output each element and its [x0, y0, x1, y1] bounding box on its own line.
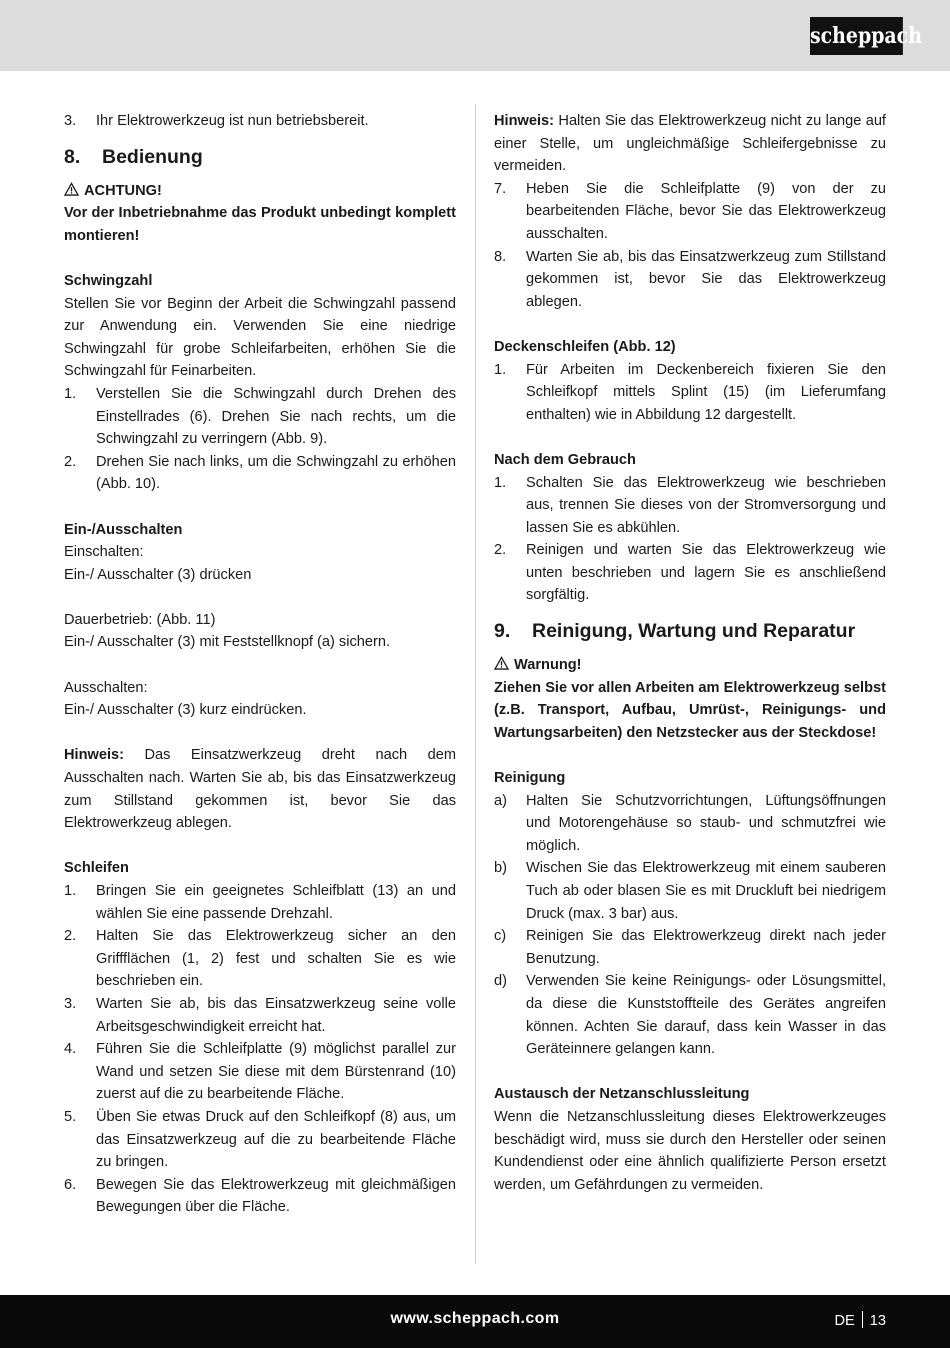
list-item — [494, 472, 886, 540]
hinweis-text: Halten Sie das Elektrowerkzeug nicht zu lange auf einer Stelle, um ungleichmäßige Schleifergebnisse zu vermeiden. — [494, 113, 886, 175]
warning-text: Ziehen Sie vor allen Arbeiten am Elektrowerkzeug selbst (z.B. Transport, Aufbau, Umrüst-, Reinigungs- und Wartungsarbeiten) den Netzstecker aus der Steckdose! — [494, 679, 886, 741]
list-item — [494, 970, 886, 1060]
einschalten-label: Einschalten: — [64, 544, 144, 561]
hinweis-label: Hinweis: — [494, 113, 555, 129]
list-item — [64, 1038, 456, 1106]
list-item — [494, 539, 886, 607]
item-number: b) — [494, 860, 507, 877]
right-column — [494, 110, 886, 1196]
page-separator — [862, 1311, 863, 1328]
ausschalten-label: Ausschalten: — [64, 679, 148, 696]
item-number: 5. — [64, 1108, 77, 1125]
warning-heading — [494, 654, 886, 677]
section-title: Bedienung — [102, 145, 203, 168]
header-bar — [0, 0, 950, 71]
item-number: 2. — [64, 453, 77, 470]
item-text: Reinigen Sie das Elektrowerkzeug direkt nach jeder Benutzung. — [526, 928, 886, 967]
item-text: Führen Sie die Schleifplatte (9) möglichst parallel zur Wand und setzen Sie diese mit dem Bürstenrand (10) zuerst auf die zu bearbeitende Fläche. — [96, 1041, 456, 1103]
dauerbetrieb-text: Ein-/ Ausschalter (3) mit Feststellknopf (a) sichern. — [64, 634, 391, 651]
dauerbetrieb-label: Dauerbetrieb: (Abb. 11) — [64, 611, 216, 628]
column-divider — [475, 104, 476, 1264]
section-heading-bedienung — [64, 143, 456, 171]
paragraph-austausch: Wenn die Netzanschlussleitung dieses Elektrowerkzeuges beschädigt wird, muss sie durch den Hersteller oder seinen Kundendienst oder eine ähnlich qualifizierte Person ersetzt werden, um Gefährdungen zu vermeiden. — [494, 1108, 886, 1193]
list-item — [494, 246, 886, 314]
list-item — [494, 857, 886, 925]
item-text: Verstellen Sie die Schwingzahl durch Drehen des Einstellrades (6). Drehen Sie nach rechts, um die Schwingzahl zu verringern (Abb. 9). — [96, 385, 456, 448]
paragraph-schwingzahl: Stellen Sie vor Beginn der Arbeit die Schwingzahl passend zur Anwendung ein. Verwenden Sie eine niedrige Schwingzahl für grobe Schleifarbeiten, erhöhen Sie die Schwingzahl für Feinarbeiten. — [64, 295, 456, 380]
item-number: 1. — [494, 474, 507, 491]
list-item — [494, 790, 886, 858]
item-text: Bewegen Sie das Elektrowerkzeug mit gleichmäßigen Bewegungen über die Fläche. — [96, 1176, 456, 1216]
item-text: Bringen Sie ein geeignetes Schleifblatt (13) an und wählen Sie eine passende Drehzahl. — [96, 883, 456, 922]
list-item — [494, 178, 886, 246]
brand-logo: scheppach — [810, 17, 903, 55]
list-item — [64, 993, 456, 1038]
section-number: 9. — [494, 620, 511, 643]
item-text: Drehen Sie nach links, um die Schwingzahl zu erhöhen (Abb. 10). — [96, 453, 456, 493]
ausschalten-text: Ein-/ Ausschalter (3) kurz eindrücken. — [64, 702, 307, 719]
subheading-schwingzahl: Schwingzahl — [64, 272, 153, 289]
subheading-austausch: Austausch der Netzanschlussleitung — [494, 1086, 750, 1103]
item-number: 1. — [64, 385, 77, 402]
item-number: 3. — [64, 113, 77, 129]
list-item — [64, 1174, 456, 1219]
item-text: Ihr Elektrowerkzeug ist nun betriebsbereit. — [96, 113, 369, 129]
warning-title: Warnung! — [514, 657, 582, 674]
item-number: 4. — [64, 1041, 77, 1058]
hinweis-label: Hinweis: — [64, 747, 125, 764]
warning-triangle-icon — [494, 656, 509, 670]
section-number: 8. — [64, 145, 81, 168]
item-text: Für Arbeiten im Deckenbereich fixieren Sie den Schleifkopf mittels Splint (15) (im Lieferumfang enthalten) wie in Abbildung 12 dargestellt. — [526, 361, 886, 423]
item-number: 2. — [494, 542, 507, 559]
subheading-schleifen: Schleifen — [64, 860, 129, 877]
item-text: Üben Sie etwas Druck auf den Schleifkopf (8) aus, um das Einsatzwerkzeug auf die zu bearbeitende Fläche zu bringen. — [96, 1108, 456, 1171]
footer-bar — [0, 1295, 950, 1348]
section-heading-reinigung — [494, 617, 886, 645]
page-number: 13 — [869, 1313, 886, 1329]
item-number: 2. — [64, 928, 77, 945]
list-item — [64, 451, 456, 496]
hinweis-paragraph — [64, 744, 456, 834]
caution-title: ACHTUNG! — [84, 182, 162, 199]
item-text: Reinigen und warten Sie das Elektrowerkzeug wie unten beschrieben und lagern Sie es anschließend sorgfältig. — [526, 542, 886, 604]
left-column — [64, 110, 456, 1219]
subheading-deckenschleifen: Deckenschleifen (Abb. 12) — [494, 338, 676, 355]
item-text: Schalten Sie das Elektrowerkzeug wie beschrieben aus, trennen Sie dieses von der Stromversorgung und lassen Sie es abkühlen. — [526, 474, 886, 536]
caution-text: Vor der Inbetriebnahme das Produkt unbedingt komplett montieren! — [64, 205, 456, 244]
language-code: DE — [834, 1313, 855, 1329]
item-number: 7. — [494, 180, 507, 197]
item-number: 1. — [494, 361, 507, 378]
list-item — [64, 110, 456, 133]
section-title: Reinigung, Wartung und Reparatur — [532, 620, 856, 643]
item-number: 6. — [64, 1176, 77, 1193]
list-item — [64, 925, 456, 993]
item-number: a) — [494, 792, 507, 809]
item-text: Warten Sie ab, bis das Einsatzwerkzeug zum Stillstand gekommen ist, bevor Sie das Elektrowerkzeug ablegen. — [526, 248, 886, 310]
list-item — [64, 1106, 456, 1174]
item-text: Warten Sie ab, bis das Einsatzwerkzeug seine volle Arbeitsgeschwindigkeit erreicht hat. — [96, 995, 456, 1035]
item-number: d) — [494, 973, 507, 990]
item-number: c) — [494, 928, 507, 945]
subheading-reinigung: Reinigung — [494, 770, 566, 787]
page-indicator — [834, 1311, 886, 1329]
subheading-nach-dem-gebrauch: Nach dem Gebrauch — [494, 451, 636, 468]
warning-triangle-icon — [64, 182, 79, 196]
hinweis-paragraph — [494, 110, 886, 178]
item-text: Heben Sie die Schleifplatte (9) von der zu bearbeitenden Fläche, bevor Sie das Elektrowerkzeug ausschalten. — [526, 180, 886, 242]
item-text: Halten Sie das Elektrowerkzeug sicher an den Griffflächen (1, 2) fest und schalten Sie es wie beschrieben ein. — [96, 928, 456, 990]
list-item — [64, 383, 456, 451]
list-item — [64, 880, 456, 925]
list-item — [494, 359, 886, 427]
website-link[interactable]: www.scheppach.com — [390, 1310, 560, 1327]
item-text: Halten Sie Schutzvorrichtungen, Lüftungsöffnungen und Motorengehäuse so staub- und schmutzfrei wie möglich. — [526, 792, 886, 854]
list-item — [494, 925, 886, 970]
caution-heading — [64, 180, 456, 203]
item-number: 1. — [64, 883, 77, 899]
item-number: 3. — [64, 995, 77, 1012]
subheading-einaus: Ein-/Ausschalten — [64, 521, 183, 538]
einschalten-text: Ein-/ Ausschalter (3) drücken — [64, 566, 252, 583]
item-number: 8. — [494, 248, 507, 265]
item-text: Verwenden Sie keine Reinigungs- oder Lösungsmittel, da diese die Kunststoffteile des Gerätes angreifen können. Achten Sie darauf, dass kein Wasser in das Geräteinnere gelangen kann. — [526, 973, 886, 1058]
hinweis-text: Das Einsatzwerkzeug dreht nach dem Ausschalten nach. Warten Sie ab, bis das Einsatzwerkzeug zum Stillstand gekommen ist, bevor Sie das Elektrowerkzeug ablegen. — [64, 747, 456, 832]
item-text: Wischen Sie das Elektrowerkzeug mit einem sauberen Tuch ab oder blasen Sie es mit Druckluft bei niedrigem Druck (max. 3 bar) aus. — [526, 860, 886, 922]
